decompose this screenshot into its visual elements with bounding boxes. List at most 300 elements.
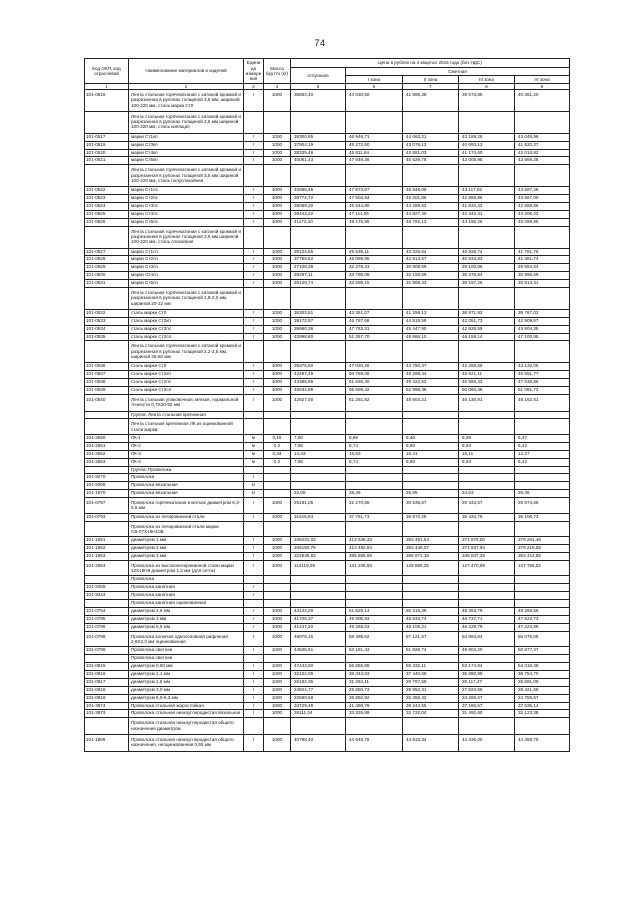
cell-zone-2-price: 31 969,43 [403, 280, 459, 288]
cell-mass: 1000 [264, 513, 291, 521]
cell-zone-2-price: 48 298,44 [403, 371, 459, 379]
cell-zone-2-price: 393 448,07 [403, 545, 459, 553]
cell-release-price: 42927,00 [291, 394, 346, 411]
cell-release-price: 44525,61 [291, 647, 346, 655]
cell-zone-4-price: 47 538,86 [515, 379, 570, 387]
cell-unit [244, 165, 264, 187]
cell-unit [244, 600, 264, 608]
cell-code: 101-2564 [85, 560, 129, 576]
cell-release-price: 25181,05 [291, 498, 346, 514]
cell-name: Проволока стальная низкоуглеродистая общего назначения, неоцинкованная 0,55 мм [129, 734, 244, 751]
cell-zone-2-price: 44 750,37 [403, 363, 459, 371]
cell-code [85, 466, 129, 474]
cell-zone-1-price: 49 265,63 [346, 623, 403, 631]
cell-code [85, 718, 129, 735]
cell-mass [264, 718, 291, 735]
cell-code [85, 411, 129, 419]
cell-name: Проволока вязальная [129, 490, 244, 498]
cell-name: Проволока [129, 576, 244, 584]
cell-zone-1-price: 46 946,71 [346, 133, 403, 141]
cell-release-price: 7,95 [291, 458, 346, 466]
cell-release-price [291, 655, 346, 663]
table-header [85, 59, 570, 90]
cell-name: диаметром 2 мм [129, 545, 244, 553]
cell-zone-1-price: 46 787,68 [346, 317, 403, 325]
cell-zone-1-price: 47 504,54 [346, 195, 403, 203]
table-row [85, 288, 570, 310]
cell-zone-3-price [459, 288, 515, 310]
cell-zone-3-price [459, 474, 515, 482]
cell-unit: м [244, 450, 264, 458]
cell-zone-4-price: 43 597,28 [515, 187, 570, 195]
cell-zone-4-price: 6,37 [515, 435, 570, 443]
cell-name: сталь марки Ст2сп [129, 387, 244, 395]
cell-unit: т [244, 248, 264, 256]
cell-name: диаметром 3 мм [129, 553, 244, 561]
cell-mass: 1000 [264, 394, 291, 411]
cell-zone-2-price: 48 105,21 [403, 623, 459, 631]
cell-zone-1-price: 44 030,60 [346, 90, 403, 112]
cell-zone-2-price: 26 356,42 [403, 694, 459, 702]
table-row [85, 133, 570, 141]
cell-unit: т [244, 187, 264, 195]
cell-unit: т [244, 203, 264, 211]
cell-zone-1-price: 131 236,93 [346, 560, 403, 576]
cell-zone-3-price [459, 718, 515, 735]
cell-unit [244, 466, 264, 474]
cell-release-price: 322835,83 [291, 553, 346, 561]
table-row [85, 226, 570, 248]
cell-mass: 1000 [264, 663, 291, 671]
cell-zone-3-price: 42 342,41 [459, 210, 515, 218]
cell-zone-1-price [346, 111, 403, 133]
cell-zone-3-price: 24,63 [459, 490, 515, 498]
cell-unit: т [244, 90, 264, 112]
cell-zone-4-price: 30 996,69 [515, 272, 570, 280]
cell-release-price: 36303,61 [291, 309, 346, 317]
cell-zone-3-price: 371 637,94 [459, 545, 515, 553]
table-row [85, 702, 570, 710]
cell-code: 101-0527 [85, 248, 129, 256]
cell-unit: т [244, 592, 264, 600]
cell-name: марки Ст2сп [129, 256, 244, 264]
cell-zone-2-price: 44 633,34 [403, 734, 459, 751]
cell-code: 101-0539 [85, 387, 129, 395]
cell-zone-4-price: 379 219,55 [515, 545, 570, 553]
cell-mass: 1000 [264, 325, 291, 333]
column-number: 2 [129, 84, 244, 90]
table-row [85, 631, 570, 647]
cell-name: Лента стальная крепежная ЛК из оцинкованной стали марки: [129, 419, 244, 435]
cell-zone-4-price [515, 411, 570, 419]
cell-code: 101-3873 [85, 710, 129, 718]
cell-zone-2-price [403, 411, 459, 419]
cell-zone-1-price: 26,46 [346, 490, 403, 498]
table-row [85, 264, 570, 272]
cell-zone-2-price [403, 521, 459, 537]
cell-unit: т [244, 256, 264, 264]
table-body [85, 90, 570, 752]
cell-unit: т [244, 218, 264, 226]
cell-zone-1-price: 45 544,80 [346, 203, 403, 211]
cell-code: 101-2552 [85, 450, 129, 458]
table-row [85, 458, 570, 466]
cell-name: диаметром 1 мм [129, 537, 244, 545]
cell-release-price: 31615,64 [291, 513, 346, 521]
cell-name: диаметром 3 мм [129, 615, 244, 623]
cell-release-price [291, 226, 346, 248]
cell-zone-4-price: 37 635,14 [515, 702, 570, 710]
cell-mass: 1000 [264, 280, 291, 288]
cell-zone-4-price: 44 469,79 [515, 734, 570, 751]
cell-unit: т [244, 560, 264, 576]
cell-zone-3-price [459, 592, 515, 600]
table-row [85, 309, 570, 317]
cell-code: 101-0529 [85, 264, 129, 272]
cell-release-price: 114119,05 [291, 560, 346, 576]
table-row [85, 537, 570, 545]
cell-zone-3-price: 40 534,83 [459, 256, 515, 264]
cell-zone-3-price: 43 005,95 [459, 157, 515, 165]
cell-release-price: 27108,38 [291, 264, 346, 272]
cell-zone-3-price: 46 588,43 [459, 379, 515, 387]
cell-name: Лента стальная горячекатаная с катаной кромкой и разрезанная в рулонах толщиной 2,2-2,5 мм, шириной 36-60 мм [129, 341, 244, 363]
cell-name: ЛК-3 [129, 450, 244, 458]
table-row [85, 734, 570, 751]
cell-zone-4-price [515, 341, 570, 363]
cell-zone-3-price: 35 980,99 [459, 670, 515, 678]
cell-zone-4-price [515, 576, 570, 584]
cell-zone-3-price [459, 521, 515, 537]
cell-name: марки Ст3сп [129, 264, 244, 272]
cell-zone-2-price: 43 326,64 [403, 248, 459, 256]
cell-zone-2-price: 48 633,74 [403, 615, 459, 623]
cell-zone-4-price: 28 691,09 [515, 678, 570, 686]
cell-code: 101-9270 [85, 474, 129, 482]
cell-zone-1-price [346, 600, 403, 608]
cell-zone-1-price: 47 763,31 [346, 325, 403, 333]
cell-zone-4-price [515, 482, 570, 490]
cell-zone-2-price: 8,50 [403, 458, 459, 466]
cell-mass: 1000 [264, 309, 291, 317]
cell-zone-2-price: 41 896,38 [403, 90, 459, 112]
cell-mass: 1000 [264, 545, 291, 553]
cell-zone-4-price: 47 622,73 [515, 615, 570, 623]
cell-release-price: 40798,40 [291, 734, 346, 751]
cell-zone-4-price [515, 165, 570, 187]
column-number: 1 [85, 84, 129, 90]
table-row [85, 490, 570, 498]
cell-zone-2-price: 366 671,18 [403, 553, 459, 561]
cell-name: сталь марки Ст2кп [129, 317, 244, 325]
cell-name: диаметром 6,0-6,3 мм [129, 694, 244, 702]
cell-zone-3-price [459, 111, 515, 133]
table-row [85, 474, 570, 482]
cell-zone-4-price: 45 099,95 [515, 218, 570, 226]
cell-release-price: 42998,60 [291, 333, 346, 341]
cell-unit: т [244, 325, 264, 333]
table-row [85, 435, 570, 443]
cell-mass [264, 490, 291, 498]
header-mass: Масса брутто (кг) [264, 59, 291, 84]
cell-zone-4-price: 42 014,82 [515, 149, 570, 157]
cell-zone-4-price: 46 162,61 [515, 394, 570, 411]
cell-name: Лента стальная упаковочная, мягкая, нормальной точности 0,7Х20-50 мм [129, 394, 244, 411]
cell-zone-4-price: 43 567,00 [515, 195, 570, 203]
table-row [85, 623, 570, 631]
cell-zone-3-price: 24 265,67 [459, 694, 515, 702]
cell-zone-2-price: 49 322,52 [403, 379, 459, 387]
cell-zone-4-price: 50 977,37 [515, 647, 570, 655]
table-row [85, 647, 570, 655]
cell-zone-2-price [403, 466, 459, 474]
cell-zone-1-price [346, 655, 403, 663]
header-price-group: Цена в рублях на 4 квартал 2015 года (без НДС) [291, 59, 570, 68]
cell-code: 101-1653 [85, 553, 129, 561]
cell-release-price [291, 592, 346, 600]
cell-name: ЛК-2 [129, 442, 244, 450]
cell-zone-3-price: 346 547,28 [459, 553, 515, 561]
cell-release-price: 24824,77 [291, 686, 346, 694]
cell-zone-2-price: 30 536,67 [403, 498, 459, 514]
cell-name: сталь марки Ст0 [129, 363, 244, 371]
cell-unit: м [244, 458, 264, 466]
cell-unit: т [244, 498, 264, 514]
cell-name: Проволока канатная [129, 584, 244, 592]
cell-mass [264, 165, 291, 187]
cell-name: марки Ст3пс [129, 203, 244, 211]
cell-name: Проволока стальная низкоуглеродистая общего назначения диаметром [129, 718, 244, 735]
cell-mass [264, 419, 291, 435]
cell-code: 101-0797 [85, 498, 129, 514]
cell-zone-2-price: 41 259,13 [403, 309, 459, 317]
cell-name: диаметром 2,6 мм [129, 608, 244, 616]
cell-zone-1-price: 44 946,76 [346, 734, 403, 751]
cell-code: 101-0819 [85, 694, 129, 702]
cell-release-price [291, 584, 346, 592]
cell-zone-1-price [346, 521, 403, 537]
cell-code: 101-9344 [85, 592, 129, 600]
cell-zone-2-price: 57 121,57 [403, 631, 459, 647]
cell-code: 101-0798 [85, 631, 129, 647]
cell-mass: 1000 [264, 553, 291, 561]
cell-mass [264, 466, 291, 474]
cell-release-price [291, 474, 346, 482]
cell-zone-2-price: 43 581,03 [403, 149, 459, 157]
cell-zone-3-price: 44 196,26 [459, 218, 515, 226]
cell-unit: т [244, 333, 264, 341]
cell-code [85, 419, 129, 435]
cell-code: 101-0524 [85, 203, 129, 211]
table-row [85, 341, 570, 363]
cell-zone-3-price [459, 576, 515, 584]
cell-code: 101-0796 [85, 623, 129, 631]
cell-zone-4-price [515, 655, 570, 663]
cell-zone-2-price [403, 226, 459, 248]
table-row [85, 111, 570, 133]
cell-zone-3-price: 43 117,62 [459, 187, 515, 195]
cell-name: сталь марки Ст2кп [129, 371, 244, 379]
cell-zone-2-price: 50 315,38 [403, 608, 459, 616]
cell-zone-3-price: 42 269,69 [459, 363, 515, 371]
cell-mass: 1000 [264, 702, 291, 710]
cell-zone-2-price: 15,41 [403, 450, 459, 458]
cell-name: Проволока канатная [129, 592, 244, 600]
cell-release-price: 40065,45 [291, 187, 346, 195]
cell-mass [264, 226, 291, 248]
table-row [85, 218, 570, 226]
cell-mass: 1000 [264, 615, 291, 623]
cell-zone-1-price [346, 226, 403, 248]
cell-zone-2-price: 44 663,21 [403, 133, 459, 141]
table-row [85, 141, 570, 149]
cell-zone-4-price [515, 718, 570, 735]
cell-zone-4-price: 42 909,57 [515, 317, 570, 325]
cell-name: ЛК-1 [129, 435, 244, 443]
cell-zone-1-price [346, 288, 403, 310]
cell-zone-1-price [346, 482, 403, 490]
cell-unit: т [244, 623, 264, 631]
cell-zone-4-price: 6,42 [515, 442, 570, 450]
cell-code: 101-9268 [85, 482, 129, 490]
cell-zone-2-price [403, 718, 459, 735]
cell-zone-3-price: 46 737,71 [459, 615, 515, 623]
cell-zone-1-price: 8,74 [346, 442, 403, 450]
cell-release-price [291, 165, 346, 187]
cell-code: 101-0793 [85, 513, 129, 521]
cell-zone-2-price: 44 827,30 [403, 210, 459, 218]
cell-code: 101-2550 [85, 435, 129, 443]
table-row [85, 379, 570, 387]
cell-unit: т [244, 608, 264, 616]
cell-zone-1-price: 26 992,92 [346, 694, 403, 702]
cell-code: 101-0523 [85, 195, 129, 203]
cell-zone-1-price: 45 099,95 [346, 256, 403, 264]
cell-name: Проволока стальная низкоуглеродистая вязальная [129, 710, 244, 718]
cell-code: 101-0536 [85, 363, 129, 371]
cell-zone-4-price: 47 223,88 [515, 623, 570, 631]
cell-zone-1-price [346, 592, 403, 600]
cell-mass [264, 576, 291, 584]
cell-zone-3-price: 42 928,59 [459, 325, 515, 333]
cell-name: марки Ст5кп [129, 157, 244, 165]
table-row [85, 210, 570, 218]
cell-mass: 1000 [264, 363, 291, 371]
cell-zone-1-price: 29 650,73 [346, 686, 403, 694]
cell-zone-1-price: 31 270,65 [346, 498, 403, 514]
cell-mass: 1000 [264, 678, 291, 686]
cell-unit: кг [244, 490, 264, 498]
cell-code: 101-0533 [85, 317, 129, 325]
cell-zone-1-price: 8,74 [346, 458, 403, 466]
cell-code: 101-0530 [85, 272, 129, 280]
cell-zone-2-price: 42 913,67 [403, 256, 459, 264]
cell-code: 101-1870 [85, 490, 129, 498]
cell-code: 101-0816 [85, 670, 129, 678]
table-row [85, 325, 570, 333]
cell-mass: 1000 [264, 90, 291, 112]
cell-release-price: 37904,19 [291, 141, 346, 149]
cell-unit: т [244, 210, 264, 218]
price-table [84, 58, 570, 752]
column-number: 4 [264, 84, 291, 90]
header-unit: Едини ца измере ния [244, 59, 264, 84]
cell-zone-1-price [346, 419, 403, 435]
cell-unit: т [244, 694, 264, 702]
cell-zone-2-price: 29 767,59 [403, 678, 459, 686]
cell-zone-3-price: 41 833,42 [459, 203, 515, 211]
cell-zone-3-price: 8,34 [459, 442, 515, 450]
cell-name: марки Ст4кп [129, 149, 244, 157]
header-zone-4: IV зона [515, 76, 570, 84]
cell-zone-4-price: 47 100,85 [515, 333, 570, 341]
cell-unit [244, 226, 264, 248]
cell-release-price: 26192,35 [291, 678, 346, 686]
table-row [85, 576, 570, 584]
cell-zone-1-price: 15,83 [346, 450, 403, 458]
table-row [85, 678, 570, 686]
cell-zone-2-price: 52 998,38 [403, 387, 459, 395]
cell-zone-2-price [403, 288, 459, 310]
table-row [85, 411, 570, 419]
cell-unit: т [244, 141, 264, 149]
page-number: 74 [314, 38, 326, 48]
cell-code: 101-0519 [85, 141, 129, 149]
cell-release-price [291, 419, 346, 435]
cell-release-price: 43398,66 [291, 379, 346, 387]
cell-zone-2-price: 128 869,26 [403, 560, 459, 576]
cell-release-price [291, 411, 346, 419]
cell-release-price: 34729,49 [291, 702, 346, 710]
cell-zone-1-price [346, 411, 403, 419]
cell-unit: м [244, 442, 264, 450]
cell-zone-1-price: 47 873,67 [346, 187, 403, 195]
column-number: 7 [403, 84, 459, 90]
cell-zone-3-price [459, 482, 515, 490]
table-row [85, 545, 570, 553]
cell-name: диаметром 1,6 мм [129, 678, 244, 686]
table-row [85, 584, 570, 592]
cell-zone-1-price: 56 666,89 [346, 663, 403, 671]
cell-zone-4-price: 24 755,57 [515, 694, 570, 702]
cell-name: Лента стальная горячекатаная с катаной кромкой и разрезанная в рулонах толщиной 3,5 мм, шириной 100-220 мм, сталь марки Ст0 [129, 90, 244, 112]
cell-unit [244, 655, 264, 663]
cell-mass: 1000 [264, 694, 291, 702]
cell-zone-3-price: 46 130,91 [459, 394, 515, 411]
cell-zone-3-price: 38 971,93 [459, 309, 515, 317]
cell-zone-2-price: 393 491,54 [403, 537, 459, 545]
cell-mass: 1000 [264, 670, 291, 678]
cell-release-price [291, 521, 346, 537]
cell-release-price [291, 600, 346, 608]
cell-zone-1-price: 45 536,11 [346, 248, 403, 256]
cell-zone-3-price: 37 160,57 [459, 702, 515, 710]
cell-code: 101-0534 [85, 325, 129, 333]
cell-mass: 1000 [264, 218, 291, 226]
cell-zone-3-price [459, 165, 515, 187]
cell-unit: т [244, 663, 264, 671]
column-number: 8 [459, 84, 515, 90]
cell-zone-2-price: 37 440,68 [403, 670, 459, 678]
cell-code: 101-0520 [85, 149, 129, 157]
header-zone-1: I зона [346, 76, 403, 84]
column-number: 6 [346, 84, 403, 90]
cell-unit: т [244, 734, 264, 751]
cell-unit: т [244, 647, 264, 655]
cell-mass: 1000 [264, 498, 291, 514]
cell-zone-4-price: 46 551,77 [515, 371, 570, 379]
cell-zone-2-price: 8,46 [403, 435, 459, 443]
